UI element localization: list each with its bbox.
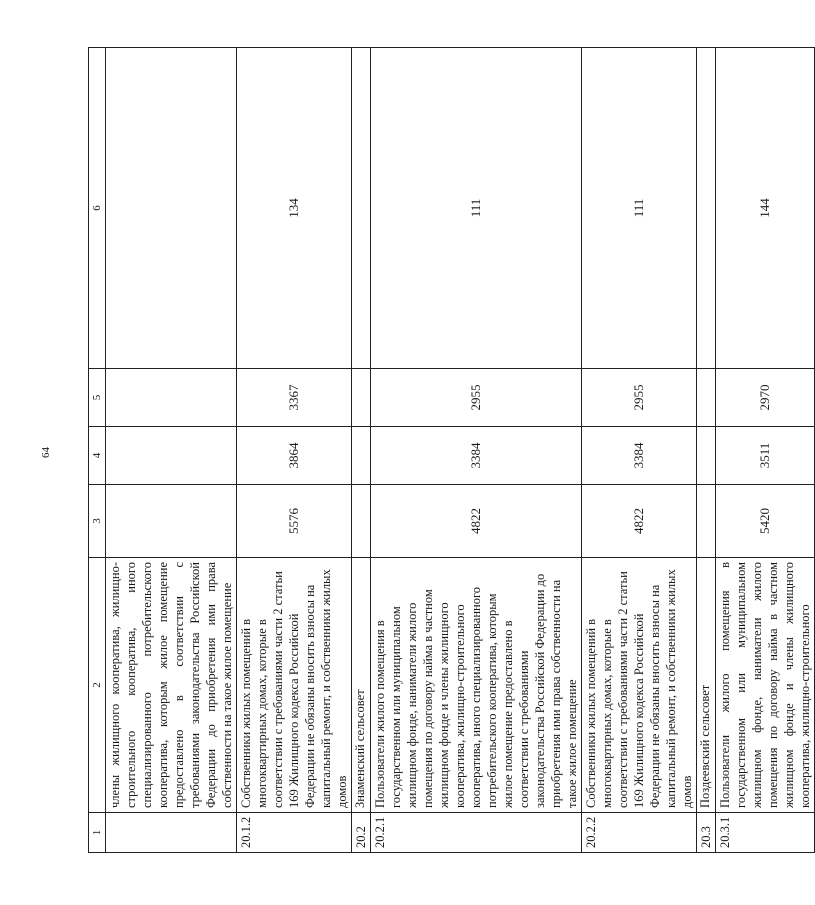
section-title: Поздеевский сельсовет [697,558,716,813]
table-row [106,48,237,853]
rotated-table-container [88,48,812,853]
table-row [371,48,582,853]
row-col-5: 2970 [716,369,815,427]
row-code: 20.1.2 [237,813,352,853]
row-col-5: 2955 [371,369,582,427]
row-description: Пользователи жилого помещения в государственном или муниципальном жилищном фонде, наниматели жилого помещения по договору найма в частном жилищном фонде и члены жилищного кооператива, жилищно-строительного [716,558,815,813]
section-title: Знаменский сельсовет [352,558,371,813]
row-col-3 [697,485,716,558]
row-col-3: 4822 [371,485,582,558]
header-col-5: 5 [89,369,106,427]
row-code: 20.3 [697,813,716,853]
row-col-3 [352,485,371,558]
row-description: Собственники жилых помещений в многоквартирных домах, которые в соответствии с требованиями части 2 статьи 169 Жилищного кодекса Российской Федерации не обязаны вносить взносы на капитальный ремонт, и собственники жилых домов [237,558,352,813]
tariff-table [88,47,815,853]
row-col-5 [352,369,371,427]
row-col-3: 5576 [237,485,352,558]
row-col-4 [352,427,371,485]
row-col-3: 5420 [716,485,815,558]
row-col-4: 3384 [582,427,697,485]
row-col-6: 134 [237,48,352,369]
row-code: 20.2.2 [582,813,697,853]
table-row-section [352,48,371,853]
table-header-row [89,48,106,853]
table-row-section [697,48,716,853]
table-row [582,48,697,853]
row-description: члены жилищного кооператива, жилищно-строительного кооператива, иного специализированного потребительского кооператива, которым жилое помещение предоставлено в соответствии с требованиями законодательства Российской Федерации до приобретения ими права собственности на такое жилое помещение [106,558,237,813]
row-col-4 [106,427,237,485]
page-number: 64 [40,447,52,458]
row-col-5 [697,369,716,427]
header-col-1: 1 [89,813,106,853]
row-col-4: 3384 [371,427,582,485]
row-col-6 [106,48,237,369]
row-col-5 [106,369,237,427]
row-code: 20.2 [352,813,371,853]
row-code: 20.2.1 [371,813,582,853]
row-col-6 [697,48,716,369]
header-col-6: 6 [89,48,106,369]
row-code [106,813,237,853]
table-row [716,48,815,853]
row-col-5: 2955 [582,369,697,427]
row-col-4: 3511 [716,427,815,485]
row-col-6: 111 [582,48,697,369]
row-col-6: 144 [716,48,815,369]
header-col-4: 4 [89,427,106,485]
row-col-4: 3864 [237,427,352,485]
row-col-3: 4822 [582,485,697,558]
header-col-2: 2 [89,558,106,813]
row-description: Пользователи жилого помещения в государственном или муниципальном жилищном фонде, наниматели жилого помещения по договору найма в частном жилищном фонде и члены жилищного кооператива, жилищно-строительного кооператива, иного специализированного потребительского кооператива, которым жилое помещение предоставлено в соответствии с требованиями законодательства Российской Федерации до приобретения ими права собственности на такое жилое помещение [371,558,582,813]
row-code: 20.3.1 [716,813,815,853]
row-col-5: 3367 [237,369,352,427]
row-col-6: 111 [371,48,582,369]
row-col-4 [697,427,716,485]
table-row [237,48,352,853]
row-col-6 [352,48,371,369]
row-description: Собственники жилых помещений в многоквартирных домах, которые в соответствии с требованиями части 2 статьи 169 Жилищного кодекса Российской Федерации не обязаны вносить взносы на капитальный ремонт, и собственники жилых домов [582,558,697,813]
header-col-3: 3 [89,485,106,558]
row-col-3 [106,485,237,558]
